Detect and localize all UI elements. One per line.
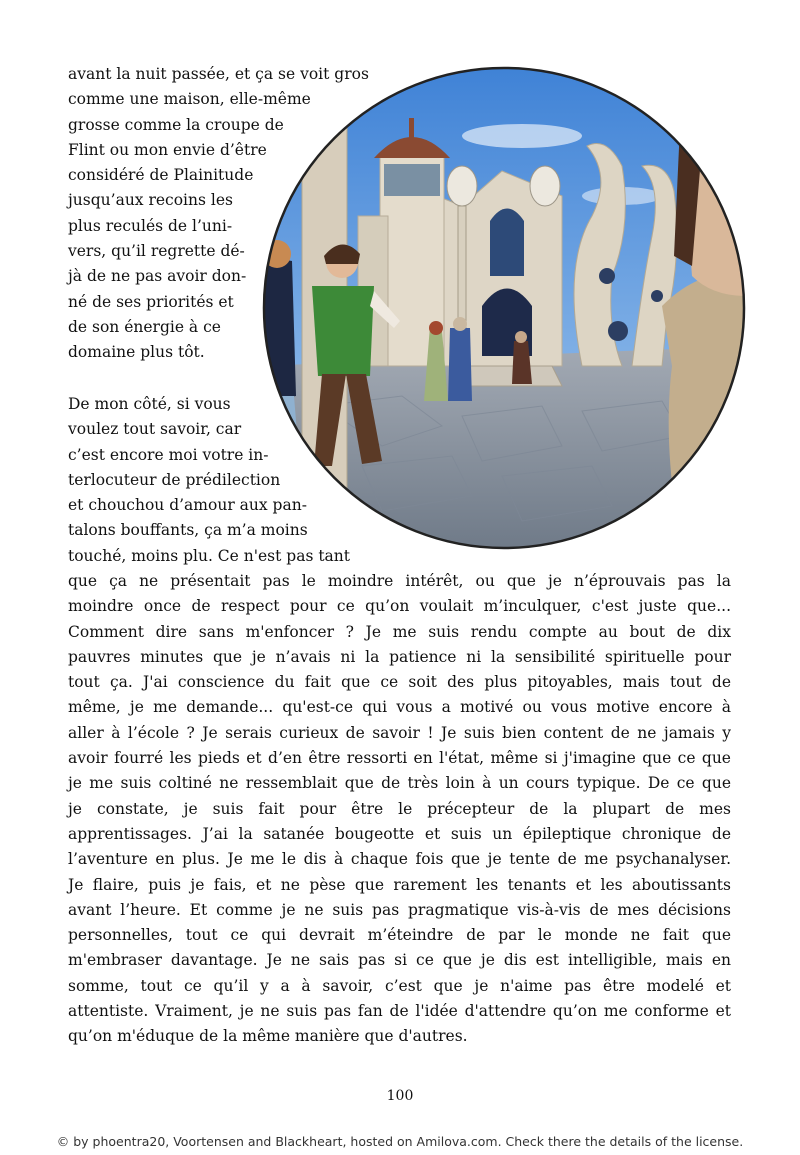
text-line: touché, moins plu. Ce n'est pas tant (68, 546, 351, 565)
text-line: je me suis coltiné ne ressemblait que de très loin à un cours typique. De ce que (68, 774, 731, 793)
text-line: moindre once de respect pour ce qu’on voulait m’inculquer, c'est juste que... (68, 597, 731, 616)
text-line: Flint ou mon envie d’être (68, 140, 267, 159)
text-line: né de ses priorités et (68, 292, 234, 311)
text-line: avant l’heure. Et comme je ne suis pas pragmatique vis-à-vis de mes décisions (68, 900, 731, 919)
text-line: Comment dire sans m'enfoncer ? Je me suis rendu compte au bout de dix (68, 622, 731, 641)
text-line: talons bouffants, ça m’a moins (68, 521, 308, 540)
paragraph-2-full-width (68, 569, 731, 1050)
mask-left (447, 166, 477, 206)
text-line: terlocuteur de prédilection (68, 470, 281, 489)
text-line: je constate, je suis fait pour être le précepteur de la plupart de mes (68, 799, 731, 818)
text-line: vers, qu’il regrette dé- (68, 242, 245, 261)
text-line: voulez tout savoir, car (68, 420, 242, 439)
text-line: avoir fourré les pieds et d’en être ressorti en l'état, même si j'imagine que ce que (68, 749, 731, 768)
text-line: plus reculés de l’uni- (68, 216, 233, 235)
text-line: même, je me demande... qu'est-ce qui vous a motivé ou vous motive encore à (68, 698, 731, 717)
text-line: somme, tout ce qu’il y a à savoir, c’est que je n'aime pas être modelé et (68, 976, 731, 995)
text-line: aller à l’école ? Je serais curieux de savoir ! Je suis bien content de ne jamais y (68, 723, 731, 742)
text-line: domaine plus tôt. (68, 343, 205, 362)
paragraph-1 (68, 62, 369, 366)
mask-right (530, 166, 560, 206)
text-line: que ça ne présentait pas le moindre intérêt, ou que je n’éprouvais pas la (68, 572, 731, 590)
text-line: personnelles, tout ce qui devrait m’éteindre de par le monde ne fait que (68, 926, 731, 945)
text-line: apprentissages. J’ai la satanée bougeotte et suis un épileptique chronique de (68, 824, 731, 843)
text-line: comme une maison, elle-même (68, 90, 311, 109)
text-line: tout ça. J'ai conscience du fait que ce soit des plus pitoyables, mais tout de (68, 673, 731, 692)
gothic-window (490, 209, 524, 277)
text-line: et chouchou d’amour aux pan- (68, 496, 307, 515)
text-line: Je flaire, puis je fais, et ne pèse que rarement les tenants et les aboutissants (68, 875, 731, 894)
text-line: qu’on m'éduque de la même manière que d'autres. (68, 1027, 468, 1046)
license-footer: © by phoentra20, Voortensen and Blackheart, hosted on Amilova.com. Check there the details of the license. (56, 1134, 744, 1149)
text-line: avant la nuit passée, et ça se voit gros (68, 65, 369, 83)
text-line: m'embraser davantage. Je ne sais pas si ce que je dis est intelligible, mais en (68, 951, 731, 970)
right-foreground-figure (662, 274, 746, 550)
page-number: 100 (386, 1088, 414, 1104)
text-line: jà de ne pas avoir don- (68, 267, 247, 286)
text-line: pauvres minutes que je n’avais ni la patience ni la sensibilité spirituelle pour (68, 647, 731, 666)
text-line: considéré de Plainitude (68, 166, 254, 185)
text-line: grosse comme la croupe de (68, 115, 284, 134)
text-line: de son énergie à ce (68, 317, 221, 336)
text-line: l’aventure en plus. Je me le dis à chaque fois que je tente de me psychanalyser. (68, 850, 731, 869)
text-line: jusqu’aux recoins les (68, 191, 233, 210)
paragraph-2-wrapped (68, 392, 350, 569)
text-line: attentiste. Vraiment, je ne suis pas fan de l'idée d'attendre qu’on me conforme et (68, 1002, 731, 1021)
text-line: c’est encore moi votre in- (68, 445, 269, 464)
text-line: De mon côté, si vous (68, 395, 231, 413)
figure-blue-robe (448, 328, 472, 401)
